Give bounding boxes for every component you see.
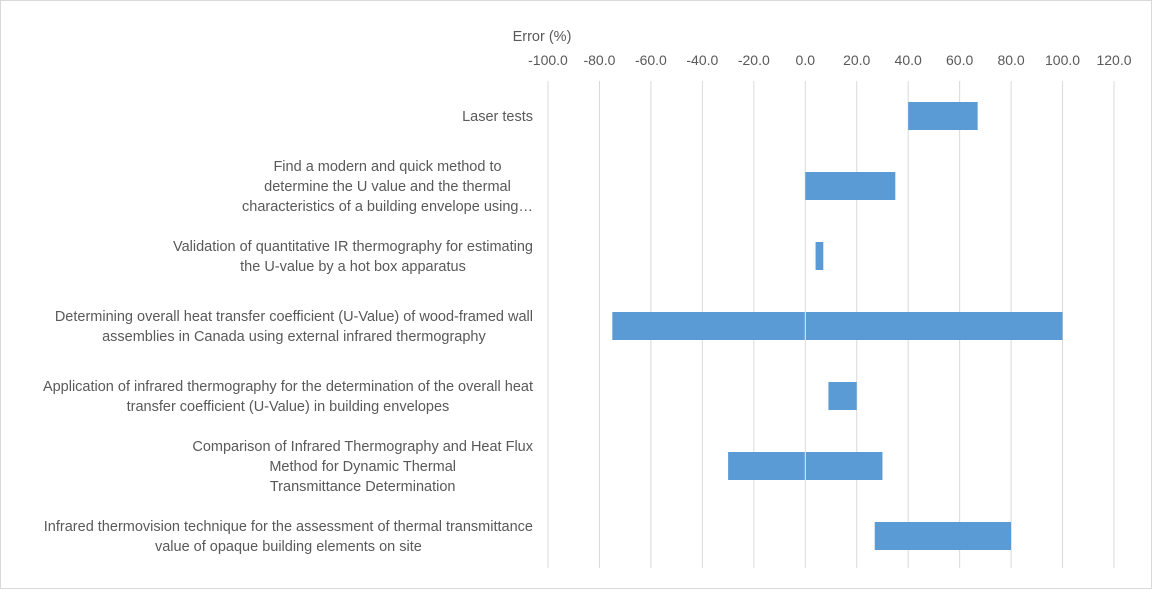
category-label <box>55 309 533 345</box>
error-range-chart <box>1 1 1151 588</box>
category-labels <box>43 109 534 555</box>
x-tick-label: 120.0 <box>1096 52 1132 68</box>
bar <box>612 312 1062 340</box>
x-tick-label: 0.0 <box>795 52 816 68</box>
category-label-line: Laser tests <box>462 109 533 125</box>
category-label-line: characteristics of a building envelope using… <box>242 199 533 215</box>
category-label-line: Application of infrared thermography for the determination of the overall heat <box>42 379 533 395</box>
x-tick-label: 100.0 <box>1045 52 1081 68</box>
x-tick-label: 20.0 <box>843 52 871 68</box>
x-axis-title: Error (%) <box>512 29 572 45</box>
bar <box>805 172 895 200</box>
category-label-line: value of opaque building elements on site <box>154 539 422 555</box>
x-tick-label: 80.0 <box>997 52 1025 68</box>
category-label <box>192 439 533 495</box>
x-tick-label: -80.0 <box>583 52 616 68</box>
x-tick-label: 40.0 <box>894 52 922 68</box>
category-label-line: determine the U value and the thermal <box>264 179 511 195</box>
category-label-line: transfer coefficient (U-Value) in building envelopes <box>126 399 450 415</box>
category-label-line: Transmittance Determination <box>269 479 456 495</box>
category-label-line: Determining overall heat transfer coefficient (U-Value) of wood-framed wall <box>54 309 533 325</box>
x-tick-label: -20.0 <box>737 52 770 68</box>
x-tick-label: -100.0 <box>528 52 568 68</box>
category-label-line: Infrared thermovision technique for the assessment of thermal transmittance <box>43 519 533 535</box>
x-tick-label: 60.0 <box>946 52 974 68</box>
category-label <box>242 159 533 215</box>
x-tick-label: -40.0 <box>686 52 719 68</box>
category-label <box>44 519 533 555</box>
category-label-line: Validation of quantitative IR thermography for estimating <box>172 239 533 255</box>
category-label-line: assemblies in Canada using external infrared thermography <box>102 329 486 345</box>
category-label <box>462 109 533 125</box>
category-label-line: Method for Dynamic Thermal <box>269 459 457 475</box>
category-label-line: the U-value by a hot box apparatus <box>240 259 466 275</box>
bar <box>875 522 1011 550</box>
bar <box>816 242 824 270</box>
category-label-line: Find a modern and quick method to <box>273 159 502 175</box>
bar <box>828 382 856 410</box>
bar <box>908 102 977 130</box>
category-label <box>173 239 533 275</box>
category-label-line: Comparison of Infrared Thermography and Heat Flux <box>192 439 533 455</box>
bars <box>612 102 1062 550</box>
x-tick-labels <box>528 52 1132 68</box>
category-label <box>43 379 533 415</box>
x-tick-label: -60.0 <box>634 52 667 68</box>
